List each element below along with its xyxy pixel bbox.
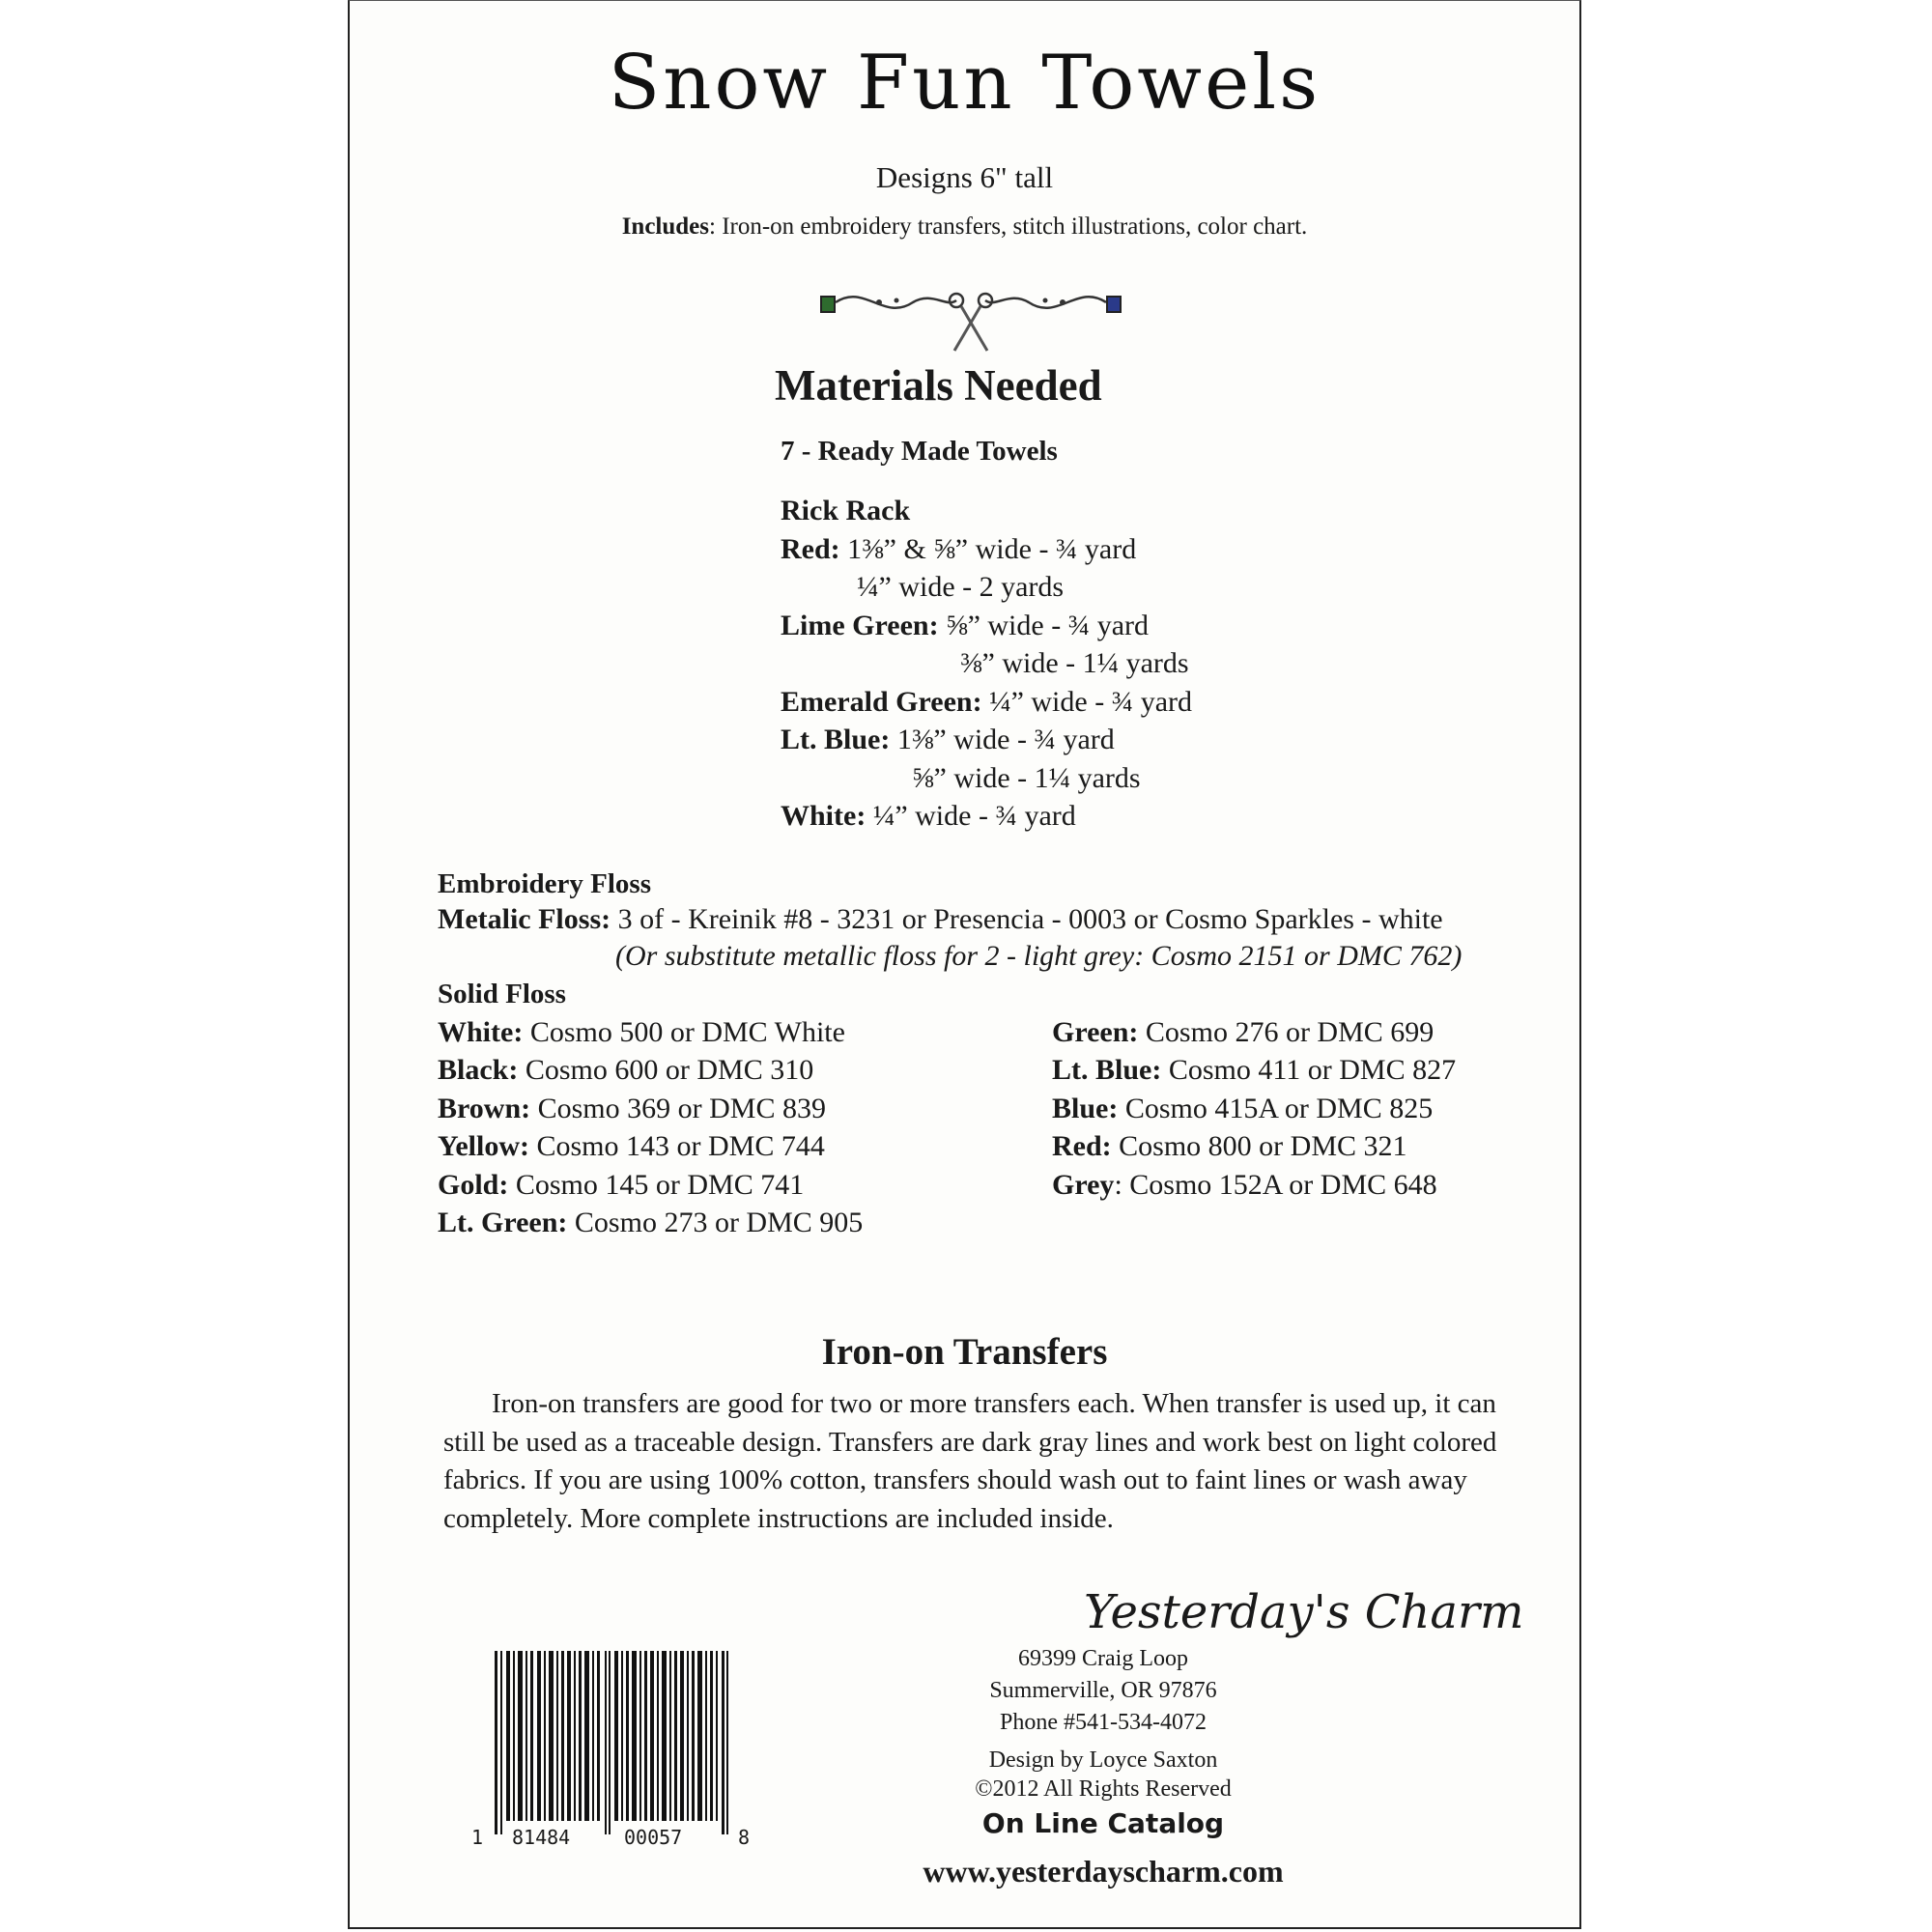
website-link[interactable]: www.yesterdayscharm.com	[923, 1854, 1284, 1889]
floss-color-item: Black: Cosmo 600 or DMC 310	[438, 1054, 814, 1086]
includes-line	[350, 213, 1579, 241]
floss-color-item: Yellow: Cosmo 143 or DMC 744	[438, 1130, 825, 1162]
includes-text: : Iron-on embroidery transfers, stitch illustrations, color chart.	[709, 213, 1308, 240]
rick-rack-item: Emerald Green: ¼” wide - ¾ yard	[781, 686, 1193, 718]
publisher-phone: Phone #541-534-4072	[1000, 1710, 1207, 1735]
floss-color-item: Green: Cosmo 276 or DMC 699	[1052, 1016, 1435, 1048]
rick-rack-item: ⅝” wide - 1¼ yards	[912, 762, 1141, 794]
rick-rack-heading: Rick Rack	[781, 495, 911, 526]
includes-label: Includes	[621, 213, 710, 240]
metallic-floss-note: (Or substitute metallic floss for 2 - light grey: Cosmo 2151 or DMC 762)	[615, 940, 1463, 972]
floss-color-item: Gold: Cosmo 145 or DMC 741	[438, 1169, 805, 1201]
transfers-heading: Iron-on Transfers	[821, 1331, 1108, 1373]
pattern-title: Snow Fun Towels	[608, 40, 1321, 127]
floss-color-item: Blue: Cosmo 415A or DMC 825	[1052, 1093, 1434, 1124]
floss-color-item: Red: Cosmo 800 or DMC 321	[1052, 1130, 1407, 1162]
rick-rack-item: Lime Green: ⅝” wide - ¾ yard	[781, 610, 1150, 641]
floss-heading: Embroidery Floss	[438, 868, 651, 899]
towels-requirement: 7 - Ready Made Towels	[781, 436, 1058, 467]
solid-floss-heading: Solid Floss	[438, 979, 566, 1009]
copyright-notice: ©2012 All Rights Reserved	[975, 1776, 1232, 1802]
metallic-floss-line: Metalic Floss: 3 of - Kreinik #8 - 3231 or Presencia - 0003 or Cosmo Sparkles - white	[438, 903, 1443, 935]
pattern-back-cover	[348, 0, 1581, 1929]
floss-color-item: Brown: Cosmo 369 or DMC 839	[438, 1093, 826, 1124]
rick-rack-item: Red: 1⅜” & ⅝” wide - ¾ yard	[781, 533, 1137, 565]
scissors-ornament-icon	[811, 281, 1130, 358]
barcode-digits-left: 81484	[512, 1826, 571, 1849]
floss-color-item: White: Cosmo 500 or DMC White	[438, 1016, 845, 1048]
rick-rack-item: ¼” wide - 2 yards	[857, 571, 1065, 603]
rick-rack-item: Lt. Blue: 1⅜” wide - ¾ yard	[781, 724, 1115, 755]
floss-color-item: Lt. Green: Cosmo 273 or DMC 905	[438, 1207, 864, 1238]
rick-rack-item: ⅜” wide - 1¼ yards	[960, 647, 1189, 679]
publisher-logo: Yesterday's Charm	[1084, 1585, 1524, 1639]
transfers-description: Iron-on transfers are good for two or more transfers each. When transfer is used up, it can still be used as a traceable design. Transfers are dark gray lines and work best on light colored fabrics. If you are using 100% cotton, transfers should wash out to faint lines or wash away completely. More complete instructions are included inside.	[443, 1388, 1497, 1534]
publisher-address-line2: Summerville, OR 97876	[989, 1678, 1217, 1703]
barcode-digits-right: 00057	[624, 1826, 683, 1849]
publisher-address-line1: 69399 Craig Loop	[1018, 1646, 1188, 1671]
barcode-digit-prefix: 1	[471, 1826, 484, 1849]
floss-color-item: Lt. Blue: Cosmo 411 or DMC 827	[1052, 1054, 1457, 1086]
barcode-digit-check: 8	[738, 1826, 751, 1849]
online-catalog-label: On Line Catalog	[981, 1807, 1225, 1839]
rick-rack-item: White: ¼” wide - ¾ yard	[781, 800, 1076, 832]
barcode-icon	[495, 1651, 729, 1834]
designer-credit: Design by Loyce Saxton	[988, 1747, 1218, 1773]
floss-color-item: Grey: Cosmo 152A or DMC 648	[1052, 1169, 1437, 1201]
design-size: Designs 6" tall	[875, 160, 1054, 194]
materials-heading: Materials Needed	[775, 361, 1102, 410]
